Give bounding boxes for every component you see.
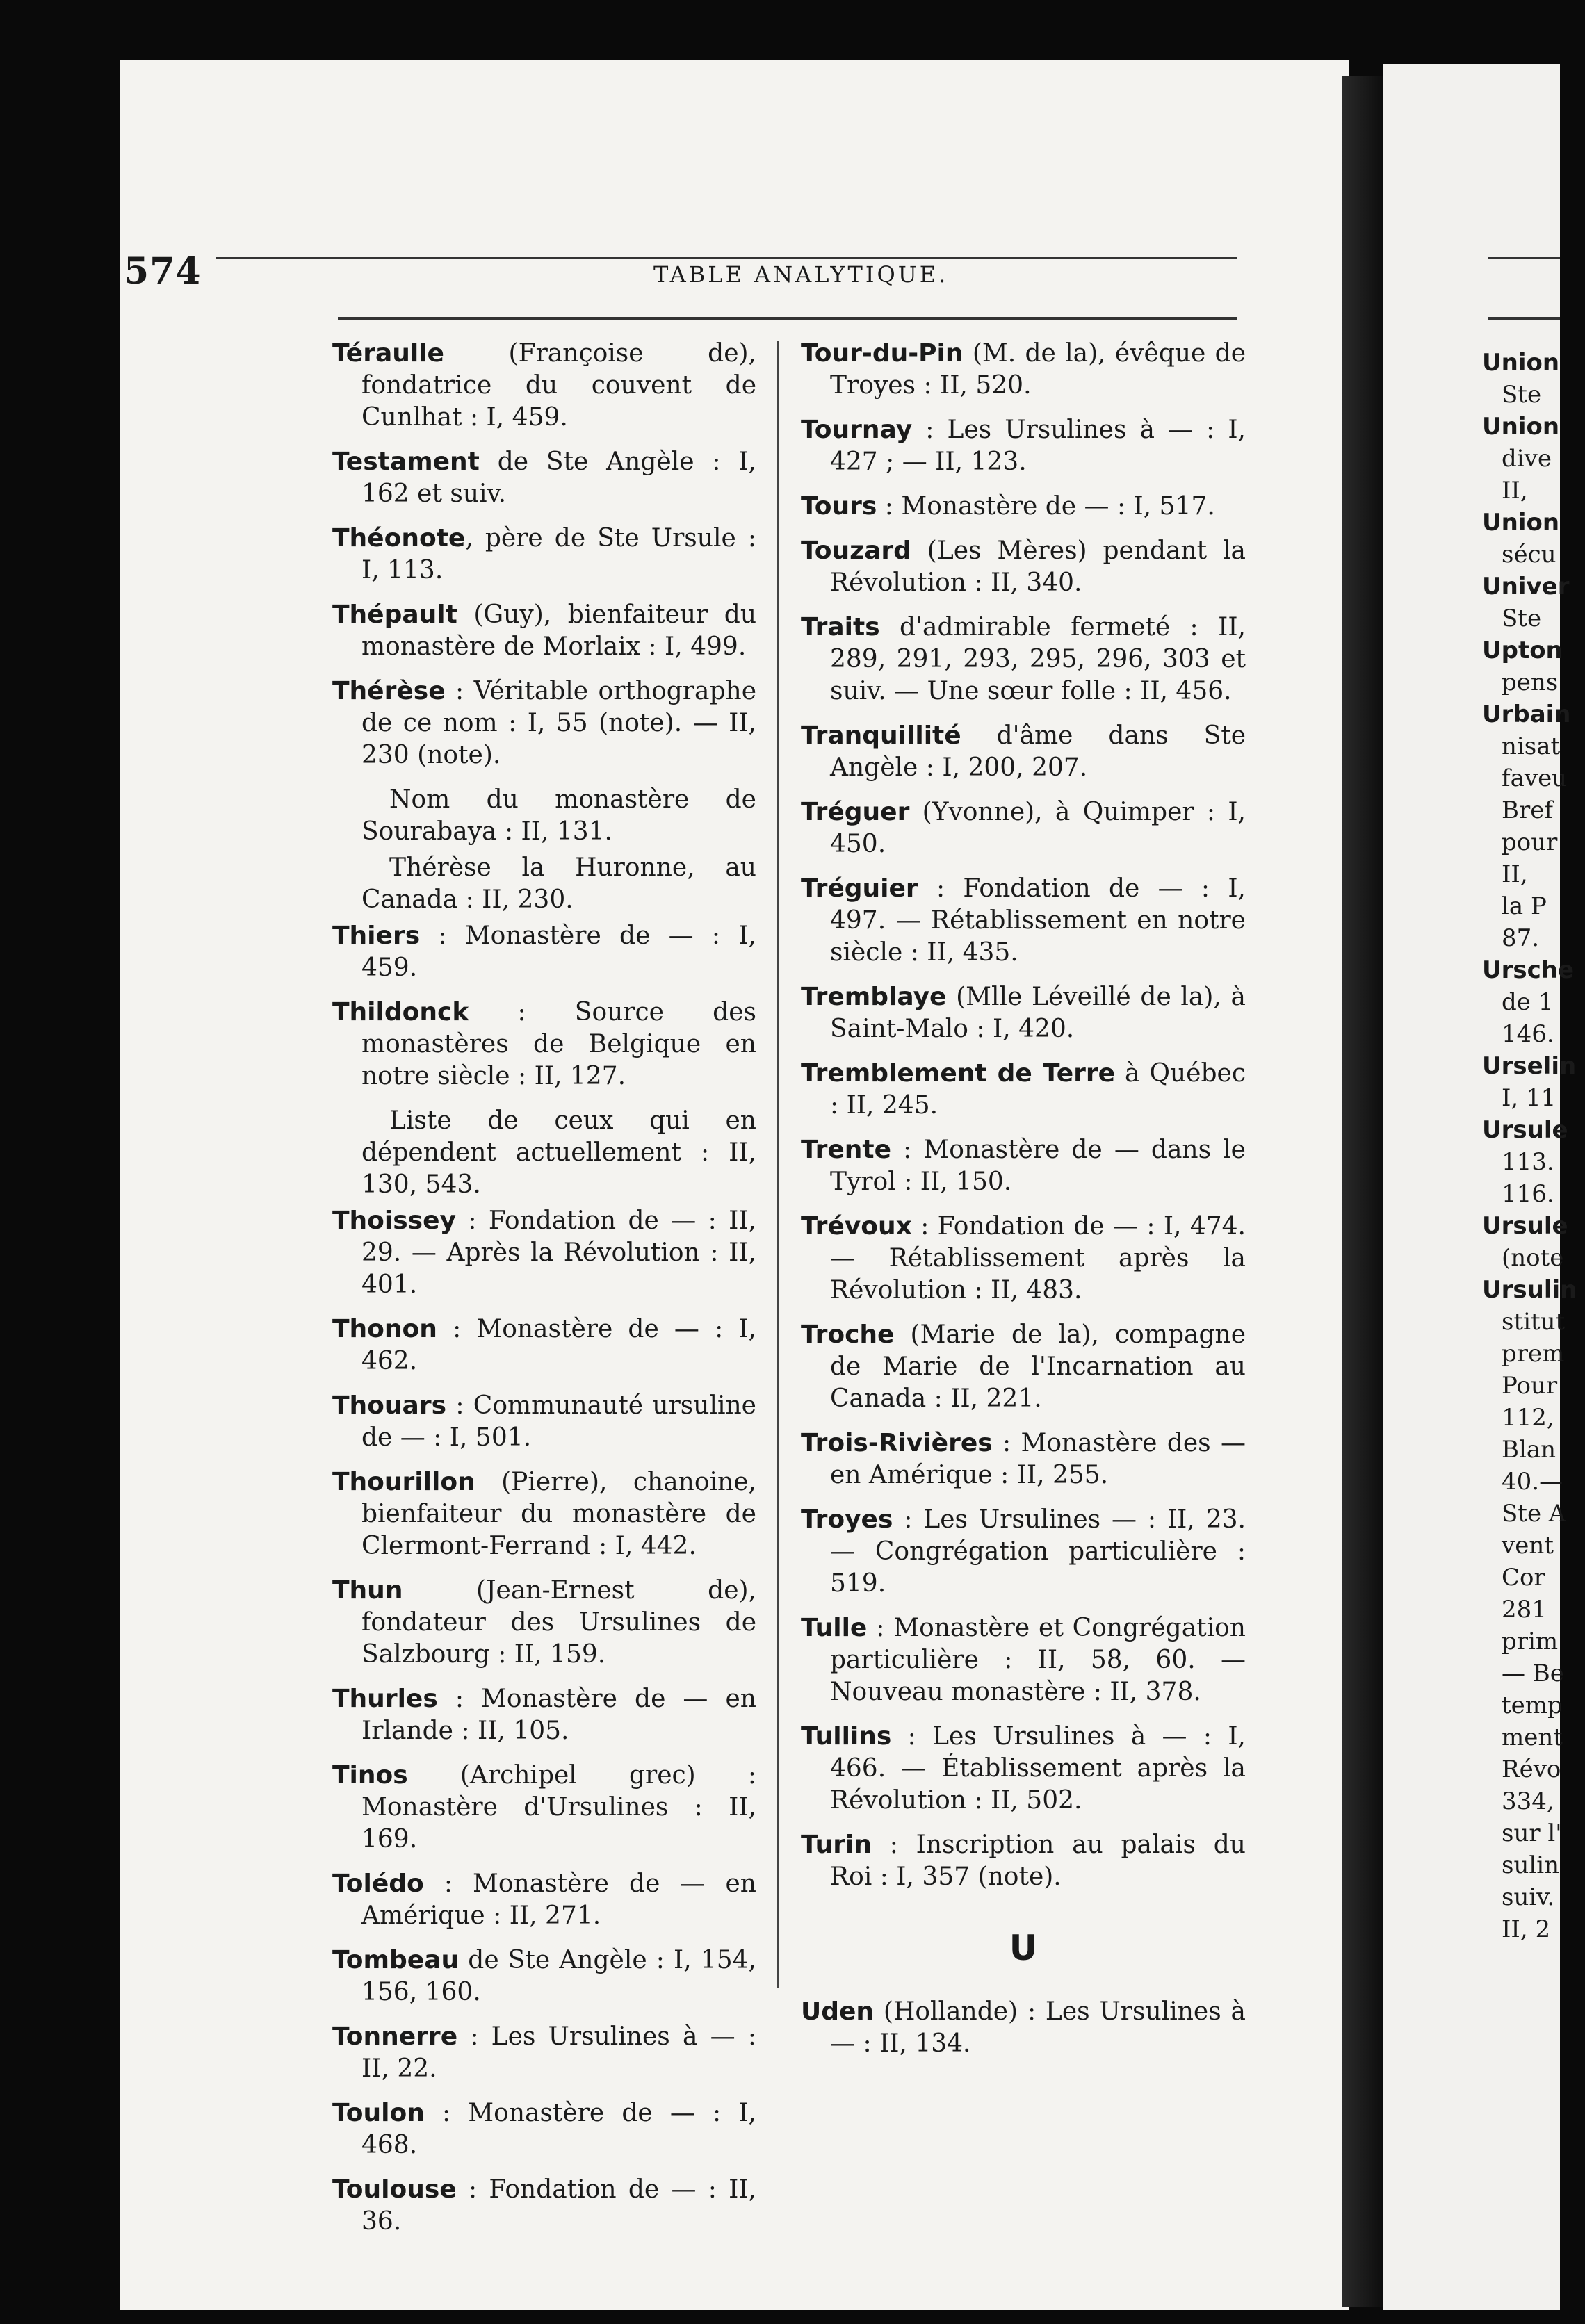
facing-page-fragment bbox=[1502, 1850, 1585, 1881]
facing-page-fragment bbox=[1502, 1626, 1585, 1657]
facing-page-fragment bbox=[1502, 1147, 1585, 1177]
facing-page-text: — Be bbox=[1502, 1660, 1564, 1687]
index-entry bbox=[332, 1575, 756, 1671]
facing-page-headword: Union bbox=[1482, 413, 1560, 441]
index-entry-text: , père de Ste Ursule : I, 113. bbox=[361, 524, 756, 584]
book-gutter bbox=[1342, 76, 1383, 2307]
index-entry-headword: Thurles bbox=[332, 1685, 438, 1713]
index-entry-headword: Tullins bbox=[801, 1722, 892, 1751]
header-rule-bottom bbox=[338, 317, 1237, 320]
facing-page-fragment bbox=[1502, 1083, 1585, 1113]
index-entry-text: (M. de la), évêque de Troyes : II, 520. bbox=[830, 339, 1246, 400]
index-entry-headword: Thun bbox=[332, 1576, 403, 1605]
facing-page-headword: Urbain bbox=[1482, 701, 1571, 728]
index-entry-text: de Ste Angèle : I, 154, 156, 160. bbox=[361, 1946, 756, 2006]
index-entry-text: (Les Mères) pendant la Révolution : II, 340. bbox=[830, 537, 1246, 597]
index-subentry: Nom du monastère de Sourabaya : II, 131. bbox=[361, 785, 756, 846]
facing-page-fragment bbox=[1502, 603, 1585, 634]
facing-page-fragment bbox=[1482, 699, 1571, 730]
facing-page-fragment bbox=[1502, 1466, 1585, 1497]
index-entry-text: : Les Ursulines à — : II, 22. bbox=[361, 2022, 756, 2083]
facing-page-fragment bbox=[1502, 1243, 1585, 1273]
index-entry-text: de Ste Angèle : I, 162 et suiv. bbox=[361, 448, 756, 508]
index-entry bbox=[801, 535, 1246, 599]
facing-page-fragment bbox=[1482, 635, 1566, 666]
facing-page-text: Révo bbox=[1502, 1756, 1561, 1783]
index-entry bbox=[801, 338, 1246, 402]
index-entry bbox=[801, 612, 1246, 707]
index-entry-headword: Turin bbox=[801, 1831, 872, 1859]
index-entry-text: : Monastère de — : I, 517. bbox=[877, 492, 1215, 521]
facing-page-text: vent bbox=[1502, 1532, 1554, 1560]
facing-page-fragment bbox=[1502, 1754, 1585, 1785]
facing-page-text: Bref bbox=[1502, 796, 1553, 824]
index-entry-headword: Thourillon bbox=[332, 1468, 476, 1496]
facing-page-text: prim bbox=[1502, 1628, 1559, 1655]
index-entry bbox=[332, 2097, 756, 2161]
index-entry-headword: Tréguer bbox=[801, 798, 910, 826]
index-entry-headword: Tonnerre bbox=[332, 2022, 458, 2051]
index-entry bbox=[332, 1390, 756, 1454]
index-entry-headword: Thépault bbox=[332, 600, 457, 629]
facing-page-fragment bbox=[1502, 763, 1585, 794]
facing-page-text: 281 bbox=[1502, 1596, 1547, 1623]
index-entry bbox=[801, 1504, 1246, 1600]
index-entry bbox=[801, 1211, 1246, 1307]
facing-page-text: 113. bbox=[1502, 1148, 1554, 1176]
index-entry bbox=[801, 981, 1246, 1045]
facing-page-fragment bbox=[1482, 411, 1566, 442]
index-entry bbox=[801, 414, 1246, 478]
index-entry bbox=[801, 1319, 1246, 1415]
index-entry-headword: Testament bbox=[332, 448, 480, 476]
index-entry-headword: Tréguier bbox=[801, 874, 918, 903]
facing-page-text: 87. bbox=[1502, 924, 1540, 952]
facing-page-headword: Univer bbox=[1482, 573, 1570, 600]
facing-page-headword: Union bbox=[1482, 349, 1560, 377]
index-subentry: Thérèse la Huronne, au Canada : II, 230. bbox=[361, 853, 756, 914]
facing-page-text: Blan bbox=[1502, 1436, 1556, 1464]
facing-page-fragment bbox=[1502, 1402, 1585, 1433]
index-entry-text: à Québec : II, 245. bbox=[830, 1059, 1246, 1120]
index-entry-text: : Fondation de — : I, 497. — Rétablissement en notre siècle : II, 435. bbox=[830, 874, 1246, 967]
facing-page-fragment bbox=[1502, 1786, 1585, 1817]
facing-page-headword: Union bbox=[1482, 509, 1560, 537]
index-entry-text: d'admirable fermeté : II, 289, 291, 293, 295, 296, 303 et suiv. — Une sœur folle : II, 456. bbox=[830, 613, 1246, 705]
facing-page-text: prem bbox=[1502, 1340, 1565, 1368]
facing-page-fragment bbox=[1502, 1179, 1585, 1209]
index-entry-headword: Tranquillité bbox=[801, 721, 961, 750]
facing-page-text: nisat bbox=[1502, 733, 1561, 760]
facing-page-text: 116. bbox=[1502, 1180, 1554, 1208]
index-entry-headword: Théonote bbox=[332, 524, 466, 553]
facing-page-text: (note bbox=[1502, 1244, 1564, 1272]
index-entry-headword: Trois-Rivières bbox=[801, 1429, 993, 1457]
facing-page-text: Ste bbox=[1502, 605, 1542, 632]
index-entry-text: : Véritable orthographe de ce nom : I, 55 (note). — II, 230 (note). bbox=[361, 677, 756, 769]
index-entry-text: : Monastère de — : I, 462. bbox=[361, 1315, 756, 1375]
facing-page-fragment bbox=[1502, 1530, 1585, 1561]
index-entry-headword: Tournay bbox=[801, 416, 913, 444]
index-entry-headword: Tremblement de Terre bbox=[801, 1059, 1116, 1088]
facing-page-fragment bbox=[1502, 1562, 1585, 1593]
facing-page-fragment bbox=[1502, 443, 1585, 474]
facing-page-text: faveu bbox=[1502, 764, 1568, 792]
index-entry bbox=[332, 2174, 756, 2238]
facing-page-text: Cor bbox=[1502, 1564, 1545, 1591]
facing-page-text: sécu bbox=[1502, 541, 1556, 568]
column-separator bbox=[777, 341, 779, 1988]
facing-page-fragment bbox=[1482, 571, 1570, 602]
index-entry-headword: Thildonck bbox=[332, 998, 469, 1026]
facing-page-fragment bbox=[1502, 827, 1585, 858]
header-rule-top bbox=[216, 257, 1237, 259]
index-entry-headword: Toulouse bbox=[332, 2175, 457, 2204]
index-entry-text: : Fondation de — : I, 474. — Rétablissement après la Révolution : II, 483. bbox=[830, 1212, 1246, 1304]
index-column-left bbox=[332, 338, 756, 2250]
facing-page-fragment bbox=[1502, 795, 1585, 826]
index-entry bbox=[801, 491, 1246, 523]
index-entry-text: : Les Ursulines — : II, 23. — Congrégation particulière : 519. bbox=[830, 1505, 1246, 1598]
section-letter: U bbox=[1009, 1928, 1038, 1968]
index-entry bbox=[801, 720, 1246, 784]
index-entry-text: (Mlle Léveillé de la), à Saint-Malo : I, 420. bbox=[830, 983, 1246, 1043]
index-entry bbox=[801, 1134, 1246, 1198]
index-entry bbox=[332, 1945, 756, 2008]
index-entry-text: : Les Ursulines à — : I, 427 ; — II, 123. bbox=[830, 416, 1246, 476]
index-entry bbox=[332, 1466, 756, 1562]
facing-page-text: pens bbox=[1502, 669, 1559, 696]
facing-page-text: Pour bbox=[1502, 1372, 1558, 1400]
facing-page-fragment bbox=[1482, 507, 1566, 538]
index-entry bbox=[801, 1996, 1246, 2060]
index-entry bbox=[332, 1683, 756, 1747]
facing-page-text: II, bbox=[1502, 477, 1528, 505]
facing-page-fragment bbox=[1482, 1275, 1577, 1305]
facing-page-fragment bbox=[1502, 667, 1585, 698]
index-entry bbox=[332, 599, 756, 663]
facing-page-fragment bbox=[1502, 1019, 1585, 1049]
facing-page-text: ment bbox=[1502, 1724, 1563, 1751]
index-entry-headword: Troyes bbox=[801, 1505, 893, 1534]
facing-page-fragment bbox=[1502, 1498, 1585, 1529]
index-entry bbox=[332, 523, 756, 587]
facing-page-fragment bbox=[1502, 1914, 1585, 1945]
index-entry bbox=[332, 1205, 756, 1301]
facing-page-fragment bbox=[1502, 1370, 1585, 1401]
index-entry bbox=[332, 676, 756, 771]
index-entry-text: : Fondation de — : II, 29. — Après la Révolution : II, 401. bbox=[361, 1206, 756, 1299]
index-entry-headword: Tinos bbox=[332, 1761, 408, 1790]
index-entry-text: (Guy), bienfaiteur du monastère de Morlaix : I, 499. bbox=[361, 600, 756, 661]
facing-page-fragment bbox=[1502, 731, 1585, 762]
index-entry-text: : Fondation de — : II, 36. bbox=[361, 2175, 756, 2236]
facing-page-text: temp bbox=[1502, 1692, 1563, 1719]
facing-page-fragment bbox=[1502, 1594, 1585, 1625]
index-entry bbox=[332, 997, 756, 1093]
running-head: TABLE ANALYTIQUE. bbox=[653, 261, 949, 288]
page-number: 574 bbox=[124, 250, 202, 293]
index-entry-headword: Tolédo bbox=[332, 1869, 424, 1898]
facing-page-text: 112, bbox=[1502, 1404, 1554, 1432]
index-entry-text: (Yvonne), à Quimper : I, 450. bbox=[830, 798, 1246, 858]
index-entry-text: (Pierre), chanoine, bienfaiteur du monastère de Clermont-Ferrand : I, 442. bbox=[361, 1468, 756, 1560]
index-entry-headword: Trévoux bbox=[801, 1212, 912, 1241]
facing-page-fragment bbox=[1502, 1658, 1585, 1689]
facing-page-text: Ste bbox=[1502, 381, 1542, 409]
facing-page-text: stitut bbox=[1502, 1308, 1566, 1336]
index-entry-text: (Marie de la), compagne de Marie de l'Incarnation au Canada : II, 221. bbox=[830, 1320, 1246, 1413]
facing-page-text: sur l' bbox=[1502, 1819, 1562, 1847]
index-entry bbox=[332, 1760, 756, 1856]
index-entry-headword: Toulon bbox=[332, 2099, 425, 2127]
facing-page-fragment bbox=[1502, 475, 1585, 506]
facing-page-text: pour bbox=[1502, 828, 1558, 856]
index-entry-headword: Uden bbox=[801, 1997, 875, 2026]
facing-page-rule-top bbox=[1488, 257, 1560, 259]
facing-page-fragment bbox=[1502, 1882, 1585, 1913]
index-entry bbox=[801, 1058, 1246, 1122]
facing-page-fragment bbox=[1502, 1818, 1585, 1849]
facing-page-text: la P bbox=[1502, 892, 1547, 920]
facing-page-text: dive bbox=[1502, 445, 1552, 473]
facing-page-headword: Upton bbox=[1482, 637, 1563, 664]
index-entry-text: : Source des monastères de Belgique en notre siècle : II, 127. bbox=[361, 998, 756, 1090]
facing-page-headword: Ursulin bbox=[1482, 1276, 1577, 1304]
index-entry-headword: Thoissey bbox=[332, 1206, 456, 1235]
facing-page-text: sulin bbox=[1502, 1851, 1559, 1879]
facing-page-fragment bbox=[1502, 1722, 1585, 1753]
index-entry bbox=[332, 338, 756, 434]
index-entry bbox=[801, 1721, 1246, 1817]
facing-page-text: Ste A bbox=[1502, 1500, 1566, 1528]
facing-page-text: 146. bbox=[1502, 1020, 1554, 1048]
index-entry-text: : Monastère de — : I, 468. bbox=[361, 2099, 756, 2159]
facing-page-fragment bbox=[1502, 987, 1585, 1017]
facing-page-text: 334, bbox=[1502, 1787, 1554, 1815]
index-entry-headword: Touzard bbox=[801, 537, 911, 565]
index-entry bbox=[332, 446, 756, 510]
facing-page-fragment bbox=[1502, 1339, 1585, 1369]
index-entry bbox=[332, 1314, 756, 1377]
facing-page-headword: Ursule bbox=[1482, 1212, 1568, 1240]
index-entry-text: (Jean-Ernest de), fondateur des Ursulines de Salzbourg : II, 159. bbox=[361, 1576, 756, 1669]
index-entry bbox=[801, 1829, 1246, 1893]
index-entry bbox=[332, 2021, 756, 2085]
facing-page-fragment bbox=[1482, 1211, 1566, 1241]
facing-page-fragment bbox=[1482, 1051, 1577, 1081]
index-entry-text: : Monastère de — : I, 459. bbox=[361, 922, 756, 982]
facing-page-headword: Urselin bbox=[1482, 1052, 1577, 1080]
index-entry bbox=[801, 1427, 1246, 1491]
index-entry-text: (Hollande) : Les Ursulines à — : II, 134. bbox=[830, 1997, 1246, 2058]
index-entry-text: : Inscription au palais du Roi : I, 357 (note). bbox=[830, 1831, 1246, 1891]
index-entry-text: : Monastère de — en Amérique : II, 271. bbox=[361, 1869, 756, 1930]
index-entry-headword: Traits bbox=[801, 613, 880, 641]
index-entry-headword: Troche bbox=[801, 1320, 895, 1349]
index-entry-text: : Monastère et Congrégation particulière : II, 58, 60. — Nouveau monastère : II, 378. bbox=[830, 1614, 1246, 1706]
facing-page-fragment bbox=[1502, 539, 1585, 570]
index-entry-headword: Tremblaye bbox=[801, 983, 947, 1011]
index-entry-text: : Monastère de — dans le Tyrol : II, 150. bbox=[830, 1136, 1246, 1196]
index-entry-headword: Tulle bbox=[801, 1614, 868, 1642]
facing-page-text: suiv. bbox=[1502, 1883, 1555, 1911]
index-entry bbox=[332, 920, 756, 984]
facing-page-text: 40.— bbox=[1502, 1468, 1563, 1496]
facing-page-text: de 1 bbox=[1502, 988, 1554, 1016]
index-entry-headword: Tours bbox=[801, 492, 877, 521]
index-entry-headword: Thouars bbox=[332, 1391, 447, 1420]
index-column-right bbox=[801, 338, 1246, 2072]
index-entry-text: d'âme dans Ste Angèle : I, 200, 207. bbox=[830, 721, 1246, 782]
facing-page-fragment bbox=[1502, 891, 1585, 922]
facing-page-text: I, 11 bbox=[1502, 1084, 1556, 1112]
facing-page-rule-bottom bbox=[1488, 317, 1560, 320]
index-entry-text: : Monastère des — en Amérique : II, 255. bbox=[830, 1429, 1246, 1489]
index-entry-headword: Tombeau bbox=[332, 1946, 460, 1974]
index-entry-text: : Monastère de — en Irlande : II, 105. bbox=[361, 1685, 756, 1745]
index-entry bbox=[801, 796, 1246, 860]
facing-page-fragment bbox=[1502, 1307, 1585, 1337]
facing-page-headword: Ursule bbox=[1482, 1116, 1568, 1144]
facing-page-fragment bbox=[1482, 955, 1575, 985]
facing-page-fragment bbox=[1482, 1115, 1566, 1145]
index-entry-headword: Trente bbox=[801, 1136, 892, 1164]
index-entry-headword: Tour-du-Pin bbox=[801, 339, 964, 368]
facing-page-fragment bbox=[1482, 347, 1566, 378]
facing-page-text: II, bbox=[1502, 860, 1528, 888]
index-entry-headword: Thiers bbox=[332, 922, 421, 950]
index-entry-headword: Thérèse bbox=[332, 677, 446, 705]
facing-page-fragment bbox=[1502, 859, 1585, 890]
facing-page-headword: Ursche bbox=[1482, 956, 1575, 984]
index-entry-text: (Françoise de), fondatrice du couvent de Cunlhat : I, 459. bbox=[361, 339, 756, 432]
index-entry bbox=[801, 873, 1246, 969]
index-entry-headword: Thonon bbox=[332, 1315, 437, 1343]
index-entry-text: (Archipel grec) : Monastère d'Ursulines : II, 169. bbox=[361, 1761, 756, 1854]
facing-page-fragment bbox=[1502, 1690, 1585, 1721]
facing-page-fragment bbox=[1502, 923, 1585, 954]
index-entry-headword: Téraulle bbox=[332, 339, 444, 368]
index-entry-text: : Communauté ursuline de — : I, 501. bbox=[361, 1391, 756, 1452]
index-entry-text: : Les Ursulines à — : I, 466. — Établissement après la Révolution : II, 502. bbox=[830, 1722, 1246, 1815]
facing-page-fragment bbox=[1502, 1434, 1585, 1465]
index-entry bbox=[801, 1612, 1246, 1708]
facing-page-text: II, 2 bbox=[1502, 1915, 1551, 1943]
index-entry bbox=[332, 1868, 756, 1932]
index-subentry: Liste de ceux qui en dépendent actuellement : II, 130, 543. bbox=[361, 1106, 756, 1199]
facing-page-fragment bbox=[1502, 379, 1585, 410]
